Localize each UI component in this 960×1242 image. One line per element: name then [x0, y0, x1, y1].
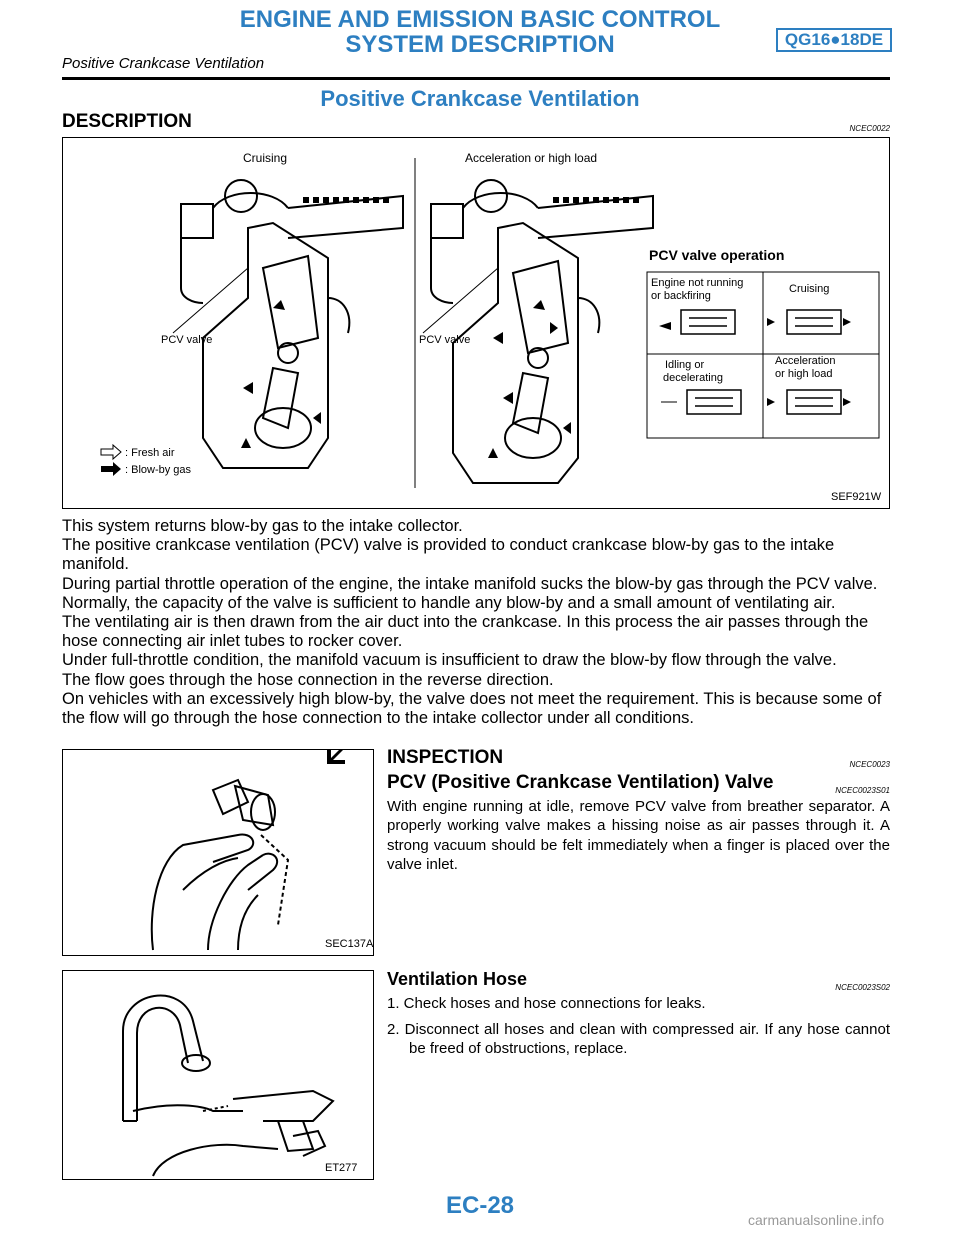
airflow-arrow-icon [327, 750, 345, 764]
header-title-line1: ENGINE AND EMISSION BASIC CONTROL [239, 6, 721, 33]
op-cell3-line1: Idling or [665, 359, 705, 371]
op-cell1-line1: Engine not running [651, 277, 744, 289]
label-acceleration: Acceleration or high load [465, 151, 598, 165]
header-title-line2: SYSTEM DESCRIPTION [345, 31, 615, 58]
legend-fresh-air: : Fresh air [125, 447, 175, 459]
para-4: The ventilating air is then drawn from the air duct into the crankcase. In this process the air passes through the hose connecting air inlet tubes to rocker cover. [62, 613, 869, 651]
blowby-arrow-icon [101, 462, 121, 476]
label-pcv-left: PCV valve [161, 334, 213, 346]
pcv-inspection-illustration [63, 750, 373, 955]
header-subtitle: Positive Crankcase Ventilation [62, 55, 265, 72]
legend-blowby: : Blow-by gas [125, 464, 192, 476]
para-7: On vehicles with an excessively high blow-by, the valve does not meet the requirement. This is because some of the flow will go through the hose connection to the intake collector under all conditions. [62, 689, 882, 728]
section-title: Positive Crankcase Ventilation [320, 86, 640, 111]
para-6: The flow goes through the hose connection in the reverse direction. [62, 670, 554, 689]
op-cell4-line1: Acceleration [775, 355, 836, 367]
label-cruising: Cruising [243, 151, 288, 165]
hose-step-1: 1. Check hoses and hose connections for leaks. [387, 995, 706, 1012]
model-badge: QG16●18DE [776, 28, 892, 52]
pcv-valve-text: With engine running at idle, remove PCV valve from breather separator. A properly working valve makes a hissing noise as air passes through it. A strong vacuum should be felt immediately when a finger is placed over the valve inlet. [387, 798, 890, 874]
description-heading: DESCRIPTION [62, 111, 192, 132]
inspection-heading: INSPECTION [387, 747, 504, 768]
ventilation-hose-code: NCEC0023S02 [835, 983, 890, 992]
fig-id-main: SEF921W [831, 491, 882, 503]
hose-step-2: 2. Disconnect all hoses and clean with compressed air. If any hose cannot be freed of obstructions, replace. [387, 1021, 890, 1058]
fig-id-hose: ET277 [325, 1162, 358, 1174]
watermark: carmanualsonline.info [748, 1212, 885, 1228]
ventilation-hose-illustration [63, 971, 373, 1179]
pcv-valve-code: NCEC0023S01 [835, 786, 890, 795]
op-cell1-line2: or backfiring [651, 290, 711, 302]
para-5: Under full-throttle condition, the manifold vacuum is insufficient to draw the blow-by flow through the valve. [62, 651, 837, 670]
pcv-inspection-figure [62, 749, 374, 956]
label-pcv-right: PCV valve [419, 334, 471, 346]
para-1: The positive crankcase ventilation (PCV) valve is provided to conduct crankcase blow-by gas to the intake manifold. [62, 536, 835, 574]
page-number: EC-28 [445, 1192, 515, 1219]
fig-id-inspection: SEC137A [325, 938, 373, 950]
op-cell3-line2: decelerating [663, 372, 723, 384]
para-2: During partial throttle operation of the engine, the intake manifold sucks the blow-by gas through the PCV valve. [62, 574, 878, 593]
pcv-system-diagram [63, 138, 889, 508]
inspection-code: NCEC0023 [849, 760, 890, 769]
pcv-system-figure [62, 137, 890, 509]
ventilation-hose-figure [62, 970, 374, 1180]
description-text [62, 517, 890, 728]
op-title: PCV valve operation [649, 247, 785, 263]
op-cell2: Cruising [789, 283, 830, 295]
ventilation-hose-heading: Ventilation Hose [387, 969, 528, 989]
header-rule [62, 77, 890, 80]
op-cell4-line2: or high load [775, 368, 833, 380]
para-0: This system returns blow-by gas to the intake collector. [62, 517, 463, 535]
description-code: NCEC0022 [849, 124, 890, 133]
para-3: Normally, the capacity of the valve is sufficient to handle any blow-by and a small amount of ventilating air. [62, 593, 836, 612]
fresh-air-arrow-icon [101, 445, 121, 459]
pcv-valve-heading: PCV (Positive Crankcase Ventilation) Valve [387, 772, 774, 793]
